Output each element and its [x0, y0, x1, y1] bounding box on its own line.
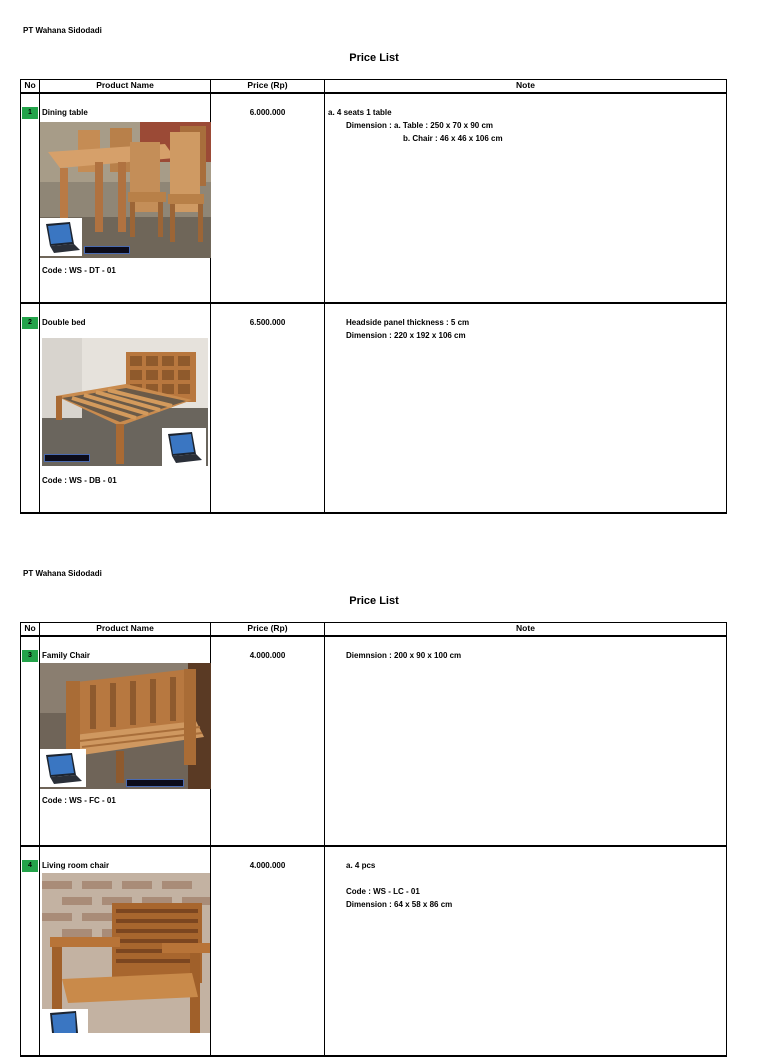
row-number-badge: 3	[22, 650, 38, 662]
product-name: Dining table	[42, 108, 88, 117]
note-line: Headside panel thickness : 5 cm	[346, 318, 470, 327]
header-product-name: Product Name	[40, 80, 211, 94]
laptop-icon	[40, 218, 82, 256]
row-number-cell	[21, 846, 40, 1056]
header-no: No	[21, 80, 40, 94]
redaction-bar	[84, 246, 130, 254]
note-line: Dimension : 220 x 192 x 106 cm	[346, 331, 466, 340]
note-cell	[325, 93, 727, 303]
price-value: 4.000.000	[249, 651, 286, 660]
company-name: PT Wahana Sidodadi	[23, 569, 102, 578]
table-header-row	[21, 80, 727, 94]
redaction-bar	[44, 454, 90, 462]
row-number-cell	[21, 636, 40, 846]
row-number-cell	[21, 93, 40, 303]
product-code: Code : WS - DB - 01	[42, 476, 117, 485]
laptop-icon	[40, 749, 86, 787]
note-line: a. 4 seats 1 table	[328, 108, 392, 117]
product-name: Family Chair	[42, 651, 91, 660]
price-cell	[211, 93, 325, 303]
note-line: a. 4 pcs	[346, 861, 376, 870]
table-row	[21, 846, 727, 1056]
price-value: 6.000.000	[249, 108, 286, 117]
row-number-badge: 4	[22, 860, 38, 872]
page-title: Price List	[349, 595, 399, 607]
note-cell	[325, 303, 727, 513]
product-name: Living room chair	[42, 861, 110, 870]
note-cell	[325, 636, 727, 846]
header-product-name: Product Name	[40, 623, 211, 637]
note-cell	[325, 846, 727, 1056]
header-note: Note	[325, 80, 727, 94]
price-cell	[211, 846, 325, 1056]
product-cell	[40, 636, 211, 846]
page-title: Price List	[349, 52, 399, 64]
laptop-icon	[42, 1009, 88, 1033]
family-chair-photo	[40, 663, 211, 789]
note-line: Code : WS - LC - 01	[346, 887, 420, 896]
row-number-badge: 2	[22, 317, 38, 329]
double-bed-photo	[42, 338, 208, 466]
row-number-cell	[21, 303, 40, 513]
table-row	[21, 636, 727, 846]
price-cell	[211, 303, 325, 513]
note-line: Diemnsion : 200 x 90 x 100 cm	[346, 651, 462, 660]
header-price: Price (Rp)	[211, 80, 325, 94]
note-line: Dimension : a. Table : 250 x 70 x 90 cm	[346, 121, 494, 130]
product-cell	[40, 93, 211, 303]
table-header-row	[21, 623, 727, 637]
product-code: Code : WS - DT - 01	[42, 266, 116, 275]
note-line: b. Chair : 46 x 46 x 106 cm	[403, 134, 503, 143]
table-row	[21, 303, 727, 513]
product-name: Double bed	[42, 318, 86, 327]
price-list-table	[20, 79, 727, 514]
dining-table-photo	[40, 122, 211, 258]
laptop-icon	[162, 428, 206, 466]
price-value: 6.500.000	[249, 318, 286, 327]
product-code: Code : WS - FC - 01	[42, 796, 116, 805]
row-number-badge: 1	[22, 107, 38, 119]
product-cell	[40, 846, 211, 1056]
living-room-chair-photo	[42, 873, 210, 1033]
price-value: 4.000.000	[249, 861, 286, 870]
company-name: PT Wahana Sidodadi	[23, 26, 102, 35]
price-list-table	[20, 622, 727, 1057]
note-line: Dimension : 64 x 58 x 86 cm	[346, 900, 453, 909]
header-price: Price (Rp)	[211, 623, 325, 637]
table-row	[21, 93, 727, 303]
header-note: Note	[325, 623, 727, 637]
price-cell	[211, 636, 325, 846]
product-cell	[40, 303, 211, 513]
redaction-bar	[126, 779, 184, 787]
header-no: No	[21, 623, 40, 637]
